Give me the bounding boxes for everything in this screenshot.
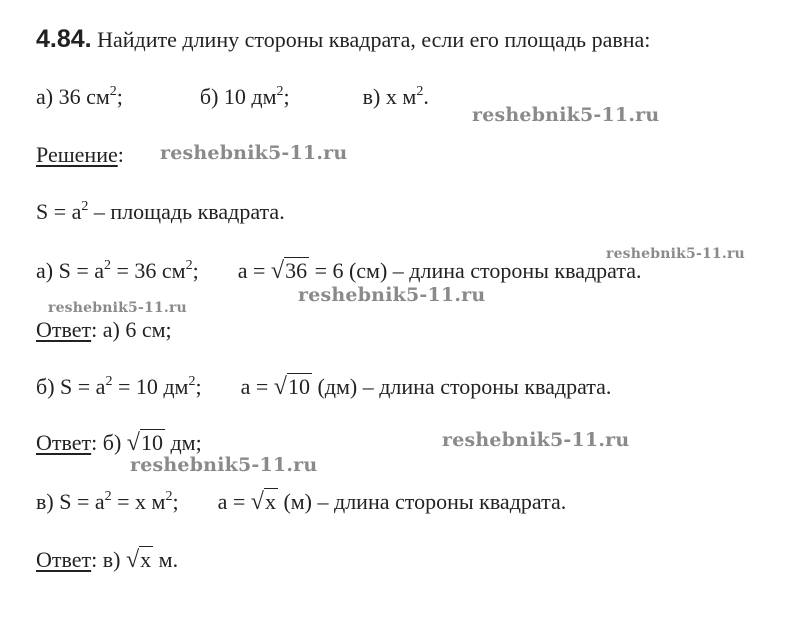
- option-a: а) 36 $см^2$;: [36, 84, 123, 109]
- watermark: reshebnik5-11.ru: [472, 104, 660, 126]
- option-c: в) x $м^2$.: [362, 84, 429, 109]
- watermark: reshebnik5-11.ru: [160, 142, 348, 164]
- watermark: reshebnik5-11.ru: [442, 429, 630, 451]
- part-a-answer: Ответ: а) 6 см;: [36, 317, 172, 342]
- part-c-solution: в) $S = a^2 = x$ $м^2$; a = √x (м) – длина стороны квадрата.: [36, 489, 567, 515]
- part-b-solution: б) $S = a^2 = 10$ $дм^2$; a = √10 (дм) – длина стороны квадрата.: [36, 374, 612, 400]
- part-a-solution: а) $S = a^2 = 36$ $см^2$; a = √36 = 6 (см) – длина стороны квадрата.: [36, 258, 642, 284]
- area-formula: $S = a^2$ – площадь квадрата.: [36, 199, 285, 224]
- problem-statement: [36, 24, 650, 55]
- problem-options: [36, 82, 429, 112]
- sqrt-36: √36: [270, 258, 308, 284]
- watermark: reshebnik5-11.ru: [606, 246, 745, 262]
- sqrt-10-answer: √10: [126, 430, 163, 456]
- problem-number: 4.84.: [36, 25, 92, 53]
- solution-heading: Решение:: [36, 142, 124, 167]
- problem-text: Найдите длину стороны квадрата, если его площадь равна:: [97, 27, 651, 52]
- sqrt-10: √10: [273, 374, 310, 400]
- sqrt-x: √x: [250, 489, 276, 515]
- watermark: reshebnik5-11.ru: [48, 300, 187, 316]
- sqrt-x-answer: √x: [125, 547, 152, 573]
- watermark: reshebnik5-11.ru: [298, 284, 486, 306]
- part-b-answer: Ответ: б) √10 дм;: [36, 430, 202, 456]
- watermark: reshebnik5-11.ru: [130, 454, 318, 476]
- option-b: б) 10 $дм^2$;: [199, 84, 290, 109]
- part-c-answer: Ответ: в) √x м.: [36, 547, 179, 573]
